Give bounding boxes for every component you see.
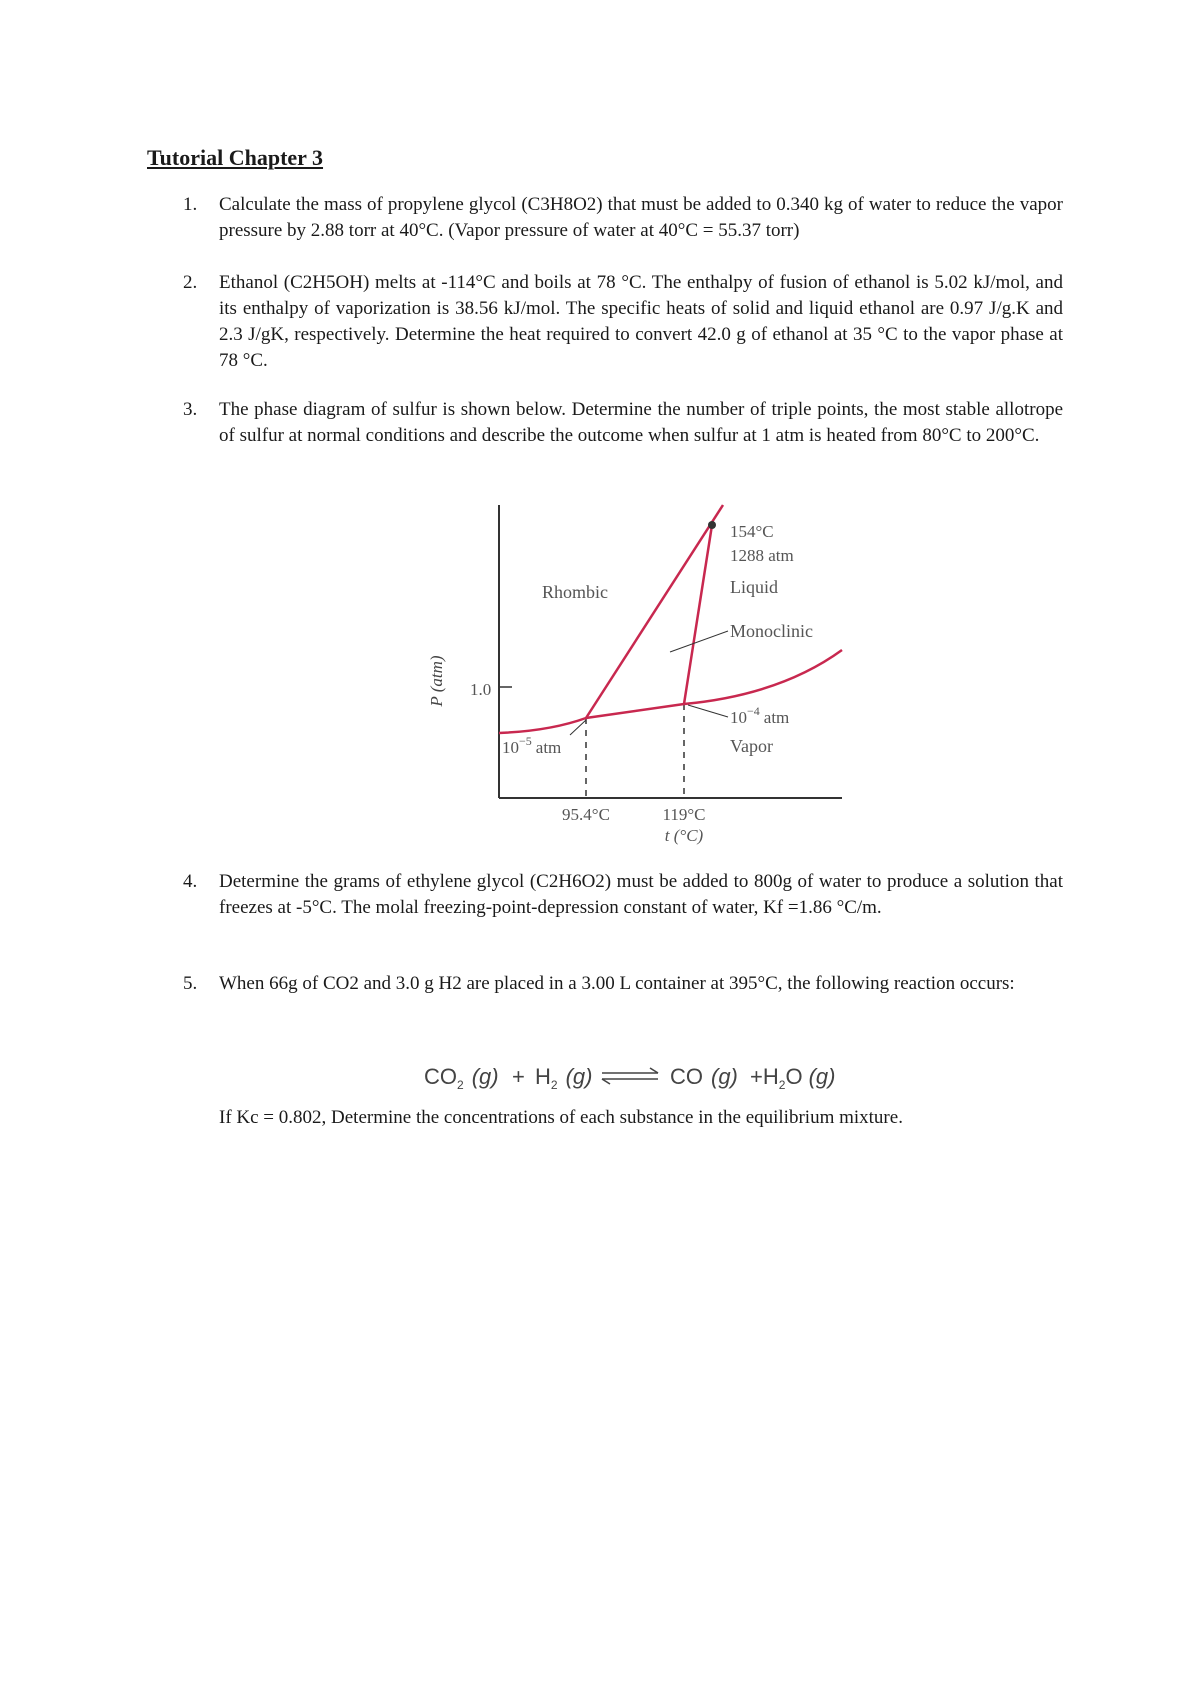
region-vapor: Vapor [730, 736, 773, 756]
high-point-pressure: 1288 atm [730, 546, 794, 565]
eq-co-right: CO [670, 1064, 703, 1089]
y-axis-label: P (atm) [427, 655, 446, 707]
question-1-text: Calculate the mass of propylene glycol (C3H8O2) that must be added to 0.340 kg of water to reduce the vapor pressure by 2.88 torr at 40°C. (Vapor pressure of water at 40°C = 55.37 torr) [219, 194, 1063, 241]
high-point-temp: 154°C [730, 522, 774, 541]
equation-h2 [535, 1064, 592, 1092]
question-4-text: Determine the grams of ethylene glycol (C2H6O2) must be added to 800g of water to produce a solution that freezes at -5°C. The molal freezing-point-depression constant of water, Kf =1.86 °C/m. [219, 871, 1063, 918]
eq-sub-2c: 2 [778, 1078, 786, 1092]
question-3-text: The phase diagram of sulfur is shown below. Determine the number of triple points, the most stable allotrope of sulfur at normal conditions and describe the outcome when sulfur at 1 atm is heated from 80°C to 200°C. [219, 399, 1063, 446]
region-monoclinic: Monoclinic [730, 621, 813, 641]
mid-triple-unit: atm [763, 708, 790, 727]
question-number: 1. [183, 194, 198, 215]
mid-triple-pointer [688, 705, 728, 717]
page-title: Tutorial Chapter 3 [147, 145, 324, 170]
x-axis-label: t (°C) [664, 826, 704, 845]
equation-co [670, 1064, 738, 1089]
low-triple-exponent: −5 [519, 734, 532, 748]
mid-triple-base: 10 [730, 708, 747, 727]
mid-triple-exponent: −4 [747, 704, 760, 718]
question-2 [183, 270, 1063, 374]
question-3 [183, 397, 1063, 449]
region-liquid: Liquid [730, 577, 778, 597]
x-tick-95: 95.4°C [562, 805, 610, 824]
high-pressure-point [708, 521, 716, 529]
eq-g3: (g) [711, 1064, 738, 1089]
low-triple-pressure [502, 734, 561, 757]
question-number: 4. [183, 871, 198, 892]
question-text [219, 971, 1063, 997]
question-text [219, 270, 1063, 374]
eq-sub-2a: 2 [457, 1078, 464, 1092]
low-triple-unit: atm [535, 738, 562, 757]
question-number: 5. [183, 973, 198, 994]
eq-co: CO [424, 1064, 457, 1089]
low-triple-base: 10 [502, 738, 519, 757]
monoclinic-pointer [670, 631, 728, 652]
eq-g2: (g) [565, 1064, 593, 1089]
question-4 [183, 869, 1063, 921]
mid-triple-pressure [730, 704, 789, 727]
question-5 [183, 971, 1063, 997]
question-2-text: Ethanol (C2H5OH) melts at -114°C and boils at 78 °C. The enthalpy of fusion of ethanol is 5.02 kJ/mol, and its enthalpy of vaporization is 38.56 kJ/mol. The specific heats of solid and liquid ethanol are 0.97 J/g.K and 2.3 J/gK, respectively. Determine the heat required to convert 42.0 g of ethanol at 35 °C to the vapor phase at 78 °C. [219, 272, 1063, 371]
x-tick-119: 119°C [662, 805, 706, 824]
y-tick-label: 1.0 [470, 680, 492, 699]
eq-o: O [785, 1064, 803, 1089]
equation-co2 [424, 1064, 499, 1092]
question-number: 3. [183, 399, 198, 420]
question-text [219, 397, 1063, 449]
question-5-text: When 66g of CO2 and 3.0 g H2 are placed in a 3.00 L container at 395°C, the following reaction occurs: [219, 973, 1015, 994]
eq-g4: (g) [808, 1064, 836, 1089]
question-text [219, 869, 1063, 921]
question-text [219, 192, 1063, 244]
monoclinic-liquid-boundary [684, 525, 712, 704]
question-1 [183, 192, 1063, 244]
question-number: 2. [183, 272, 198, 293]
reaction-equation [420, 1058, 860, 1094]
vapor-pressure-curve [499, 650, 842, 733]
rhombic-liquid-boundary [586, 505, 723, 718]
eq-plus-h: +H [750, 1064, 779, 1089]
eq-sub-2b: 2 [550, 1078, 558, 1092]
eq-h: H [535, 1064, 551, 1089]
equilibrium-arrow-icon [602, 1068, 658, 1084]
sulfur-phase-diagram [420, 495, 860, 865]
closing-instruction: If Kc = 0.802, Determine the concentrations of each substance in the equilibrium mixture. [219, 1107, 903, 1128]
eq-g1: (g) [471, 1064, 499, 1089]
equation-h2o [750, 1064, 835, 1092]
region-rhombic: Rhombic [542, 582, 608, 602]
equation-plus-1: + [512, 1064, 525, 1089]
